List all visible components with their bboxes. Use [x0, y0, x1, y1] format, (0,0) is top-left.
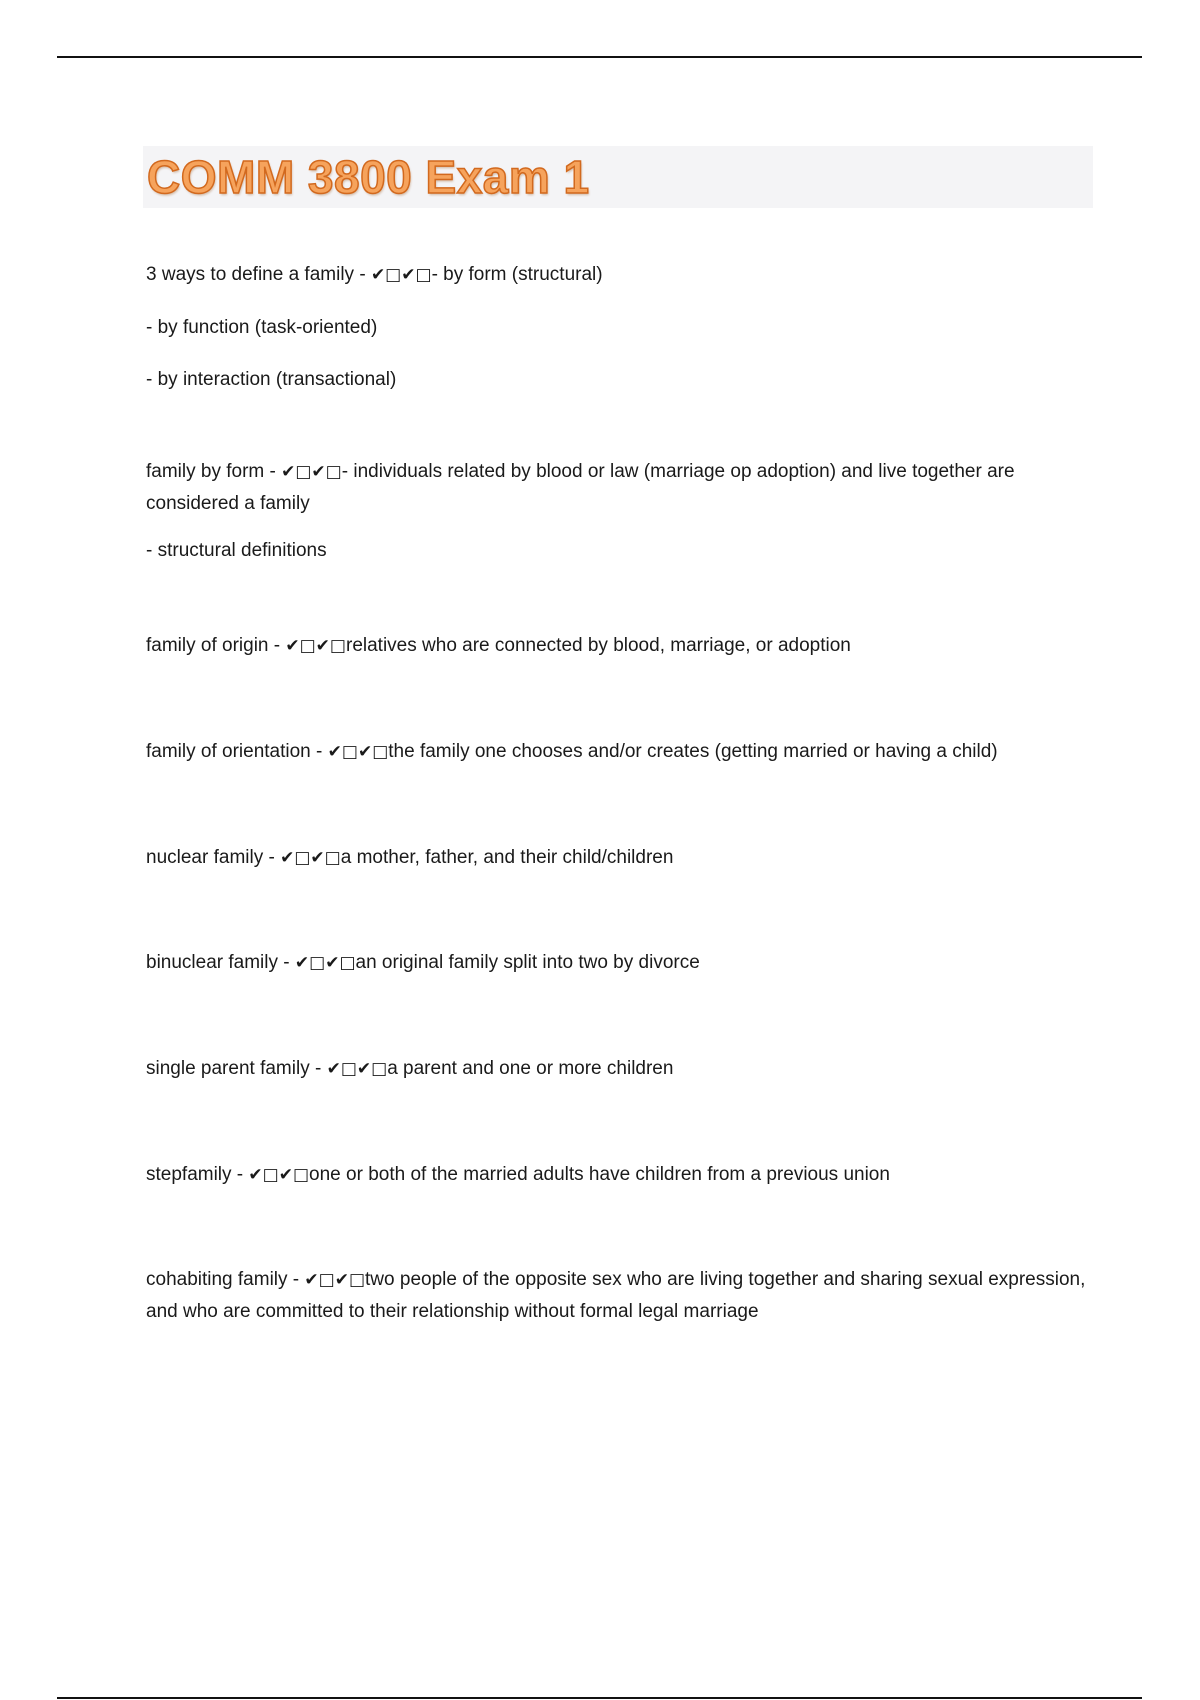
term: family by form - — [146, 461, 282, 482]
definition: one or both of the married adults have children from a previous union — [309, 1164, 890, 1185]
check-marker-icon: ✔□✔□ — [304, 1270, 366, 1290]
flashcard-line — [146, 258, 1096, 292]
term: nuclear family - — [146, 847, 281, 868]
definition-line: - structural definitions — [146, 540, 327, 561]
term: stepfamily - — [146, 1164, 249, 1185]
flashcard-line — [146, 629, 1096, 663]
term: family of origin - — [146, 635, 286, 656]
definition: the family one chooses and/or creates (getting married or having a child) — [388, 741, 998, 762]
title-banner — [143, 146, 1093, 208]
check-marker-icon: ✔□✔□ — [370, 265, 432, 285]
check-marker-icon: ✔□✔□ — [281, 462, 342, 482]
page-title: COMM 3800 Exam 1 — [147, 151, 590, 203]
flashcard — [146, 1158, 1096, 1192]
check-marker-icon: ✔□✔□ — [327, 742, 389, 762]
flashcard-list — [146, 258, 1096, 1378]
flashcard — [146, 258, 1096, 396]
flashcard — [146, 946, 1096, 980]
term: cohabiting family - — [146, 1269, 305, 1290]
bottom-rule — [57, 1697, 1142, 1699]
flashcard-line — [146, 1264, 1096, 1328]
flashcard-line — [146, 841, 1096, 875]
flashcard-line — [146, 946, 1096, 980]
flashcard — [146, 456, 1096, 567]
flashcard-line — [146, 1052, 1096, 1086]
definition: two people of the opposite sex who are living together and sharing sexual expression, and who are committed to their relationship without formal legal marriage — [146, 1269, 1086, 1322]
check-marker-icon: ✔□✔□ — [285, 636, 346, 656]
check-marker-icon: ✔□✔□ — [248, 1165, 310, 1185]
flashcard — [146, 1052, 1096, 1086]
term: 3 ways to define a family - — [146, 264, 371, 285]
flashcard-line — [146, 735, 1096, 769]
check-marker-icon: ✔□✔□ — [294, 953, 356, 973]
definition: - by form (structural) — [431, 264, 603, 285]
check-marker-icon: ✔□✔□ — [280, 848, 341, 868]
flashcard — [146, 1264, 1096, 1328]
term: family of orientation - — [146, 741, 328, 762]
flashcard-line — [146, 1158, 1096, 1192]
definition: - individuals related by blood or law (marriage op adoption) and live together are considered a family — [146, 461, 1015, 514]
definition: relatives who are connected by blood, marriage, or adoption — [346, 635, 851, 656]
definition-line: - by interaction (transactional) — [146, 369, 397, 390]
check-marker-icon: ✔□✔□ — [326, 1059, 388, 1079]
flashcard-line — [146, 456, 1096, 520]
definition: a parent and one or more children — [387, 1058, 674, 1079]
flashcard — [146, 841, 1096, 875]
top-rule — [57, 56, 1142, 58]
definition: an original family split into two by divorce — [355, 952, 700, 973]
term: binuclear family - — [146, 952, 295, 973]
flashcard — [146, 735, 1096, 769]
definition: a mother, father, and their child/children — [340, 847, 674, 868]
definition-line: - by function (task-oriented) — [146, 317, 378, 338]
flashcard — [146, 629, 1096, 663]
term: single parent family - — [146, 1058, 327, 1079]
